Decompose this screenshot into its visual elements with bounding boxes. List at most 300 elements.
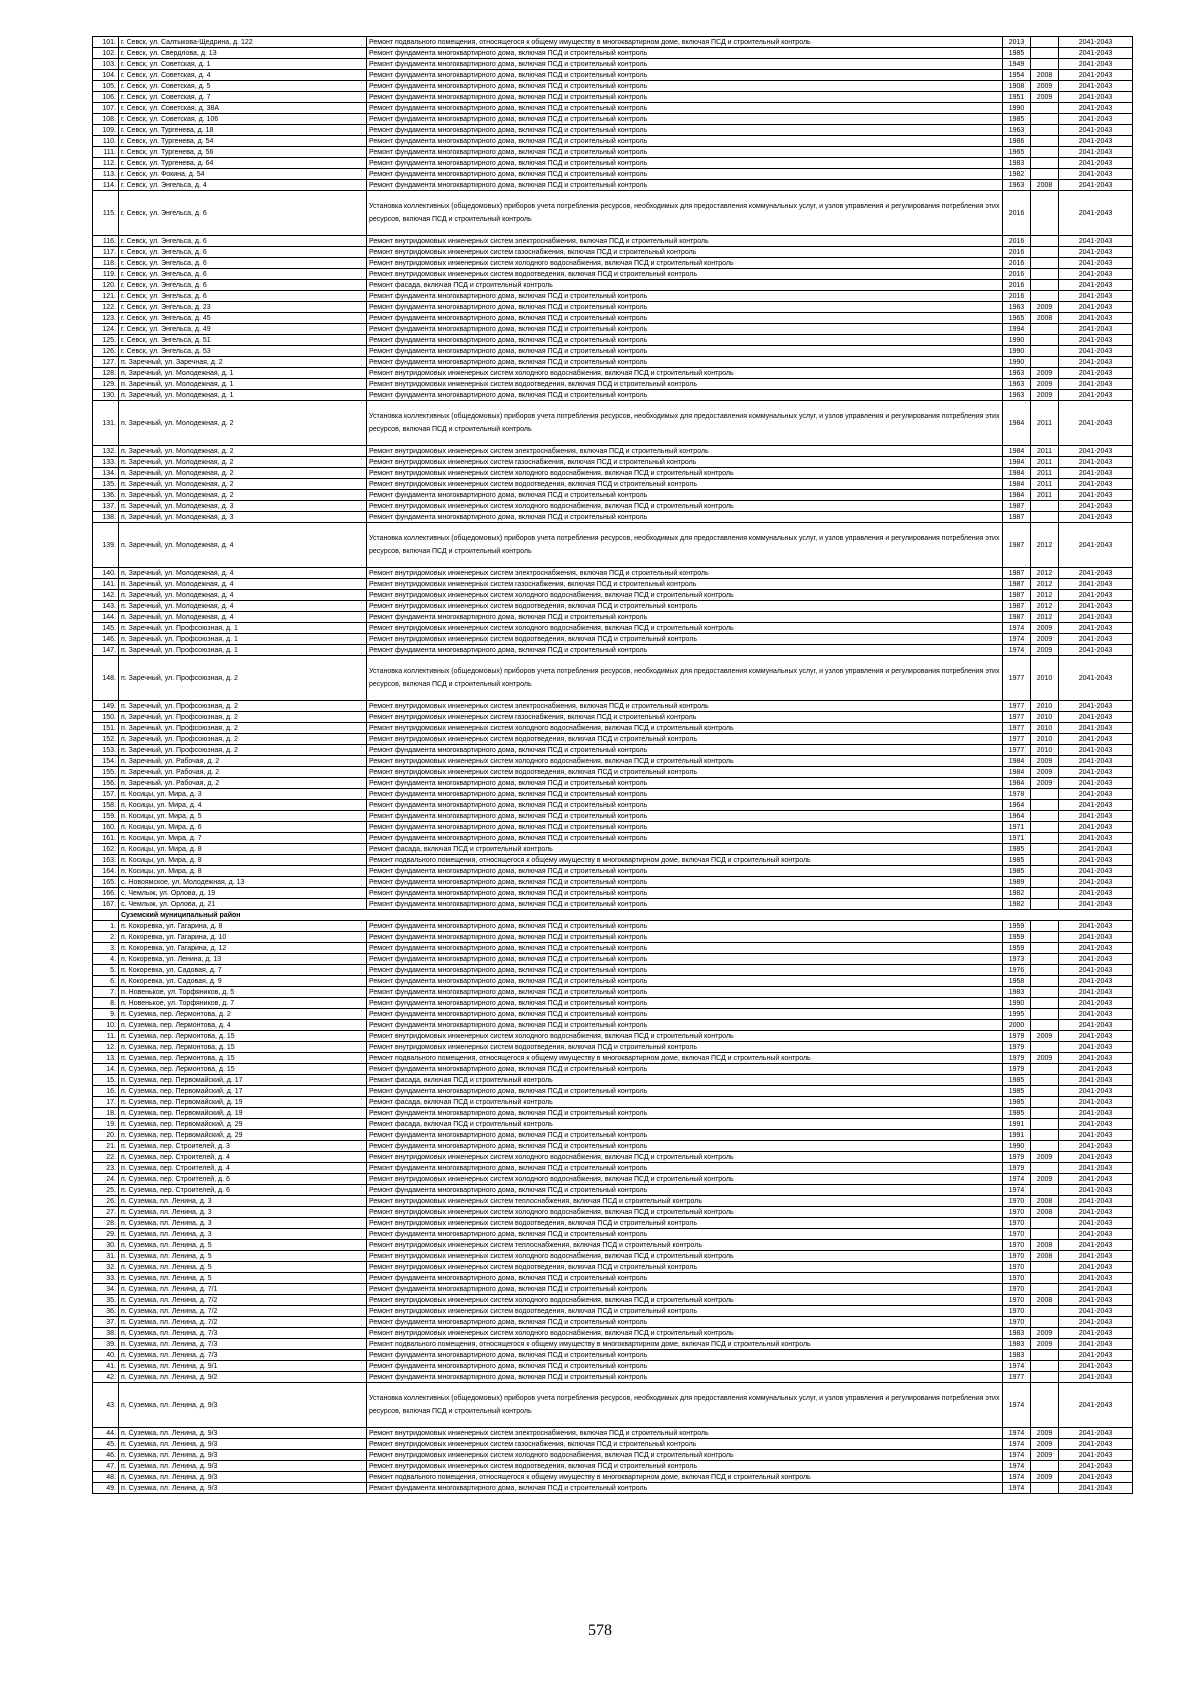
planned-period-cell: 2041-2043 <box>1059 712 1133 723</box>
work-type-cell: Ремонт внутридомовых инженерных систем холодного водоснабжения, включая ПСД и строительный контроль <box>367 1152 1003 1163</box>
last-repair-year-cell <box>1031 1042 1059 1053</box>
table-row <box>93 169 1133 180</box>
table-row <box>93 368 1133 379</box>
work-type-cell: Ремонт фундамента многоквартирного дома, включая ПСД и строительный контроль <box>367 1108 1003 1119</box>
build-year-cell: 2016 <box>1003 191 1031 236</box>
table-row <box>93 1130 1133 1141</box>
address-cell: п. Заречный, ул. Профсоюзная, д. 1 <box>119 645 367 656</box>
planned-period-cell: 2041-2043 <box>1059 1251 1133 1262</box>
row-number-cell: 109. <box>93 125 119 136</box>
table-row <box>93 1383 1133 1428</box>
last-repair-year-cell <box>1031 899 1059 910</box>
build-year-cell: 1994 <box>1003 324 1031 335</box>
work-type-cell: Ремонт фундамента многоквартирного дома, включая ПСД и строительный контроль <box>367 932 1003 943</box>
table-row <box>93 612 1133 623</box>
build-year-cell: 1974 <box>1003 1450 1031 1461</box>
last-repair-year-cell <box>1031 877 1059 888</box>
last-repair-year-cell <box>1031 501 1059 512</box>
row-number-cell: 15. <box>93 1075 119 1086</box>
last-repair-year-cell: 2010 <box>1031 723 1059 734</box>
section-title: Суземский муниципальный район <box>119 910 1133 921</box>
planned-period-cell: 2041-2043 <box>1059 789 1133 800</box>
address-cell: г. Севск, ул. Энгельса, д. 45 <box>119 313 367 324</box>
build-year-cell: 2016 <box>1003 280 1031 291</box>
work-type-cell: Ремонт внутридомовых инженерных систем водоотведения, включая ПСД и строительный контроль <box>367 1262 1003 1273</box>
row-number-cell: 4. <box>93 954 119 965</box>
row-number-cell: 35. <box>93 1295 119 1306</box>
row-number-cell: 9. <box>93 1009 119 1020</box>
planned-period-cell: 2041-2043 <box>1059 1483 1133 1494</box>
row-number-cell: 149. <box>93 701 119 712</box>
address-cell: г. Севск, ул. Энгельса, д. 51 <box>119 335 367 346</box>
planned-period-cell: 2041-2043 <box>1059 390 1133 401</box>
work-type-cell: Ремонт внутридомовых инженерных систем холодного водоснабжения, включая ПСД и строительный контроль <box>367 1174 1003 1185</box>
build-year-cell: 1983 <box>1003 1328 1031 1339</box>
address-cell: г. Севск, ул. Советская, д. 1 <box>119 59 367 70</box>
build-year-cell: 1983 <box>1003 1339 1031 1350</box>
build-year-cell: 1908 <box>1003 81 1031 92</box>
address-cell: п. Заречный, ул. Молодежная, д. 4 <box>119 523 367 568</box>
planned-period-cell: 2041-2043 <box>1059 645 1133 656</box>
row-number-cell: 48. <box>93 1472 119 1483</box>
build-year-cell: 1974 <box>1003 1383 1031 1428</box>
address-cell: п. Заречный, ул. Профсоюзная, д. 2 <box>119 701 367 712</box>
address-cell: п. Заречный, ул. Профсоюзная, д. 2 <box>119 745 367 756</box>
planned-period-cell: 2041-2043 <box>1059 191 1133 236</box>
address-cell: п. Заречный, ул. Профсоюзная, д. 2 <box>119 723 367 734</box>
build-year-cell: 1965 <box>1003 147 1031 158</box>
address-cell: г. Севск, ул. Энгельса, д. 49 <box>119 324 367 335</box>
planned-period-cell: 2041-2043 <box>1059 1229 1133 1240</box>
work-type-cell: Ремонт внутридомовых инженерных систем водоотведения, включая ПСД и строительный контроль <box>367 1042 1003 1053</box>
last-repair-year-cell: 2009 <box>1031 1152 1059 1163</box>
last-repair-year-cell <box>1031 833 1059 844</box>
row-number-cell: 126. <box>93 346 119 357</box>
address-cell: г. Севск, ул. Тургенева, д. 56 <box>119 147 367 158</box>
row-number-cell: 3. <box>93 943 119 954</box>
last-repair-year-cell: 2010 <box>1031 656 1059 701</box>
planned-period-cell: 2041-2043 <box>1059 247 1133 258</box>
table-row <box>93 932 1133 943</box>
build-year-cell: 1964 <box>1003 800 1031 811</box>
build-year-cell: 1985 <box>1003 1108 1031 1119</box>
address-cell: п. Суземка, пл. Ленина, д. 9/3 <box>119 1439 367 1450</box>
table-row <box>93 191 1133 236</box>
table-row <box>93 976 1133 987</box>
build-year-cell: 1984 <box>1003 490 1031 501</box>
table-row <box>93 756 1133 767</box>
planned-period-cell: 2041-2043 <box>1059 1075 1133 1086</box>
work-type-cell: Ремонт фундамента многоквартирного дома, включая ПСД и строительный контроль <box>367 346 1003 357</box>
address-cell: п. Суземка, пл. Ленина, д. 7/3 <box>119 1339 367 1350</box>
work-type-cell: Ремонт фундамента многоквартирного дома, включая ПСД и строительный контроль <box>367 954 1003 965</box>
work-type-cell: Ремонт внутридомовых инженерных систем водоотведения, включая ПСД и строительный контроль <box>367 1461 1003 1472</box>
table-row <box>93 1317 1133 1328</box>
row-number-cell: 151. <box>93 723 119 734</box>
build-year-cell: 1985 <box>1003 855 1031 866</box>
table-row <box>93 479 1133 490</box>
work-type-cell: Ремонт фундамента многоквартирного дома, включая ПСД и строительный контроль <box>367 1020 1003 1031</box>
planned-period-cell: 2041-2043 <box>1059 998 1133 1009</box>
work-type-cell: Ремонт фундамента многоквартирного дома, включая ПСД и строительный контроль <box>367 833 1003 844</box>
address-cell: п. Суземка, пл. Ленина, д. 9/3 <box>119 1461 367 1472</box>
table-row <box>93 844 1133 855</box>
planned-period-cell: 2041-2043 <box>1059 48 1133 59</box>
table-row <box>93 180 1133 191</box>
row-number-cell: 155. <box>93 767 119 778</box>
table-row <box>93 1240 1133 1251</box>
planned-period-cell: 2041-2043 <box>1059 1185 1133 1196</box>
address-cell: п. Кокоревка, ул. Гагарина, д. 12 <box>119 943 367 954</box>
row-number-cell: 2. <box>93 932 119 943</box>
address-cell: п. Суземка, пл. Ленина, д. 7/2 <box>119 1295 367 1306</box>
work-type-cell: Ремонт фундамента многоквартирного дома, включая ПСД и строительный контроль <box>367 965 1003 976</box>
planned-period-cell: 2041-2043 <box>1059 1361 1133 1372</box>
address-cell: п. Новенькое, ул. Торфяников, д. 7 <box>119 998 367 1009</box>
work-type-cell: Ремонт фундамента многоквартирного дома, включая ПСД и строительный контроль <box>367 921 1003 932</box>
table-row <box>93 136 1133 147</box>
row-number-cell: 165. <box>93 877 119 888</box>
table-row <box>93 114 1133 125</box>
build-year-cell: 1984 <box>1003 767 1031 778</box>
row-number-cell: 136. <box>93 490 119 501</box>
row-number-cell: 156. <box>93 778 119 789</box>
last-repair-year-cell: 2010 <box>1031 745 1059 756</box>
build-year-cell: 1971 <box>1003 822 1031 833</box>
address-cell: п. Суземка, пл. Ленина, д. 9/3 <box>119 1428 367 1439</box>
last-repair-year-cell: 2009 <box>1031 1339 1059 1350</box>
planned-period-cell: 2041-2043 <box>1059 833 1133 844</box>
build-year-cell: 1984 <box>1003 446 1031 457</box>
work-type-cell: Ремонт фундамента многоквартирного дома, включая ПСД и строительный контроль <box>367 313 1003 324</box>
last-repair-year-cell: 2009 <box>1031 1174 1059 1185</box>
build-year-cell: 1979 <box>1003 1053 1031 1064</box>
build-year-cell: 1985 <box>1003 1075 1031 1086</box>
table-row <box>93 1251 1133 1262</box>
planned-period-cell: 2041-2043 <box>1059 756 1133 767</box>
planned-period-cell: 2041-2043 <box>1059 1350 1133 1361</box>
planned-period-cell: 2041-2043 <box>1059 512 1133 523</box>
work-type-cell: Ремонт фундамента многоквартирного дома, включая ПСД и строительный контроль <box>367 1086 1003 1097</box>
build-year-cell: 1979 <box>1003 1031 1031 1042</box>
table-row <box>93 899 1133 910</box>
build-year-cell: 2013 <box>1003 37 1031 48</box>
planned-period-cell: 2041-2043 <box>1059 479 1133 490</box>
planned-period-cell: 2041-2043 <box>1059 778 1133 789</box>
work-type-cell: Ремонт внутридомовых инженерных систем холодного водоснабжения, включая ПСД и строительный контроль <box>367 258 1003 269</box>
table-row <box>93 888 1133 899</box>
address-cell: п. Кокоревка, ул. Гагарина, д. 8 <box>119 921 367 932</box>
table-body <box>93 37 1133 1494</box>
row-number-cell: 115. <box>93 191 119 236</box>
table-row <box>93 943 1133 954</box>
last-repair-year-cell <box>1031 324 1059 335</box>
table-row <box>93 1262 1133 1273</box>
table-row <box>93 645 1133 656</box>
row-number-cell: 138. <box>93 512 119 523</box>
build-year-cell: 1989 <box>1003 877 1031 888</box>
row-number-cell: 127. <box>93 357 119 368</box>
build-year-cell: 1991 <box>1003 1119 1031 1130</box>
build-year-cell: 1990 <box>1003 103 1031 114</box>
row-number-cell: 123. <box>93 313 119 324</box>
last-repair-year-cell <box>1031 800 1059 811</box>
build-year-cell: 1983 <box>1003 1350 1031 1361</box>
last-repair-year-cell <box>1031 1086 1059 1097</box>
last-repair-year-cell: 2009 <box>1031 1439 1059 1450</box>
planned-period-cell: 2041-2043 <box>1059 899 1133 910</box>
address-cell: п. Кокоревка, ул. Садовая, д. 7 <box>119 965 367 976</box>
planned-period-cell: 2041-2043 <box>1059 136 1133 147</box>
last-repair-year-cell <box>1031 965 1059 976</box>
build-year-cell: 1970 <box>1003 1306 1031 1317</box>
build-year-cell: 1987 <box>1003 523 1031 568</box>
table-row <box>93 778 1133 789</box>
table-row <box>93 712 1133 723</box>
last-repair-year-cell: 2010 <box>1031 701 1059 712</box>
table-row <box>93 1075 1133 1086</box>
row-number-cell: 125. <box>93 335 119 346</box>
table-row <box>93 401 1133 446</box>
build-year-cell: 1959 <box>1003 943 1031 954</box>
build-year-cell: 1995 <box>1003 1009 1031 1020</box>
build-year-cell: 1987 <box>1003 601 1031 612</box>
row-number-cell: 18. <box>93 1108 119 1119</box>
last-repair-year-cell: 2009 <box>1031 368 1059 379</box>
work-type-cell: Ремонт фундамента многоквартирного дома, включая ПСД и строительный контроль <box>367 811 1003 822</box>
address-cell: п. Суземка, пер. Лермонтова, д. 15 <box>119 1053 367 1064</box>
build-year-cell: 1970 <box>1003 1262 1031 1273</box>
work-type-cell: Ремонт фасада, включая ПСД и строительный контроль <box>367 1075 1003 1086</box>
work-type-cell: Ремонт внутридомовых инженерных систем водоотведения, включая ПСД и строительный контроль <box>367 479 1003 490</box>
address-cell: п. Заречный, ул. Молодежная, д. 4 <box>119 568 367 579</box>
address-cell: п. Суземка, пл. Ленина, д. 7/2 <box>119 1317 367 1328</box>
table-row <box>93 59 1133 70</box>
last-repair-year-cell <box>1031 114 1059 125</box>
last-repair-year-cell <box>1031 1361 1059 1372</box>
planned-period-cell: 2041-2043 <box>1059 468 1133 479</box>
table-row <box>93 1428 1133 1439</box>
last-repair-year-cell <box>1031 125 1059 136</box>
address-cell: п. Суземка, пл. Ленина, д. 5 <box>119 1251 367 1262</box>
build-year-cell: 1970 <box>1003 1218 1031 1229</box>
work-type-cell: Ремонт внутридомовых инженерных систем холодного водоснабжения, включая ПСД и строительный контроль <box>367 368 1003 379</box>
row-number-cell: 147. <box>93 645 119 656</box>
planned-period-cell: 2041-2043 <box>1059 921 1133 932</box>
planned-period-cell: 2041-2043 <box>1059 81 1133 92</box>
build-year-cell: 1984 <box>1003 778 1031 789</box>
address-cell: п. Заречный, ул. Молодежная, д. 2 <box>119 490 367 501</box>
row-number-cell: 134. <box>93 468 119 479</box>
planned-period-cell: 2041-2043 <box>1059 1031 1133 1042</box>
row-number-cell: 104. <box>93 70 119 81</box>
table-row <box>93 1020 1133 1031</box>
last-repair-year-cell <box>1031 943 1059 954</box>
address-cell: п. Заречный, ул. Профсоюзная, д. 1 <box>119 623 367 634</box>
address-cell: п. Заречный, ул. Молодежная, д. 2 <box>119 446 367 457</box>
row-number-cell: 153. <box>93 745 119 756</box>
work-type-cell: Установка коллективных (общедомовых) приборов учета потребления ресурсов, необходимых для предоставления коммунальных услуг, и узлов управления и регулирования потребления этих ресурсов, включая ПСД и строительный контроль <box>367 523 1003 568</box>
build-year-cell: 1970 <box>1003 1273 1031 1284</box>
address-cell: п. Суземка, пл. Ленина, д. 9/1 <box>119 1361 367 1372</box>
planned-period-cell: 2041-2043 <box>1059 1218 1133 1229</box>
table-row <box>93 656 1133 701</box>
last-repair-year-cell <box>1031 1185 1059 1196</box>
last-repair-year-cell <box>1031 1372 1059 1383</box>
last-repair-year-cell: 2008 <box>1031 1251 1059 1262</box>
row-number-cell: 107. <box>93 103 119 114</box>
last-repair-year-cell: 2009 <box>1031 92 1059 103</box>
address-cell: п. Заречный, ул. Молодежная, д. 4 <box>119 579 367 590</box>
planned-period-cell: 2041-2043 <box>1059 368 1133 379</box>
work-type-cell: Ремонт фундамента многоквартирного дома, включая ПСД и строительный контроль <box>367 390 1003 401</box>
build-year-cell: 1974 <box>1003 623 1031 634</box>
row-number-cell: 154. <box>93 756 119 767</box>
row-number-cell: 132. <box>93 446 119 457</box>
planned-period-cell: 2041-2043 <box>1059 1020 1133 1031</box>
planned-period-cell: 2041-2043 <box>1059 976 1133 987</box>
planned-period-cell: 2041-2043 <box>1059 324 1133 335</box>
last-repair-year-cell: 2008 <box>1031 180 1059 191</box>
row-number-cell: 41. <box>93 1361 119 1372</box>
table-row <box>93 745 1133 756</box>
planned-period-cell: 2041-2043 <box>1059 1461 1133 1472</box>
work-type-cell: Ремонт фундамента многоквартирного дома, включая ПСД и строительный контроль <box>367 866 1003 877</box>
row-number-cell: 40. <box>93 1350 119 1361</box>
planned-period-cell: 2041-2043 <box>1059 634 1133 645</box>
address-cell: п. Суземка, пл. Ленина, д. 7/1 <box>119 1284 367 1295</box>
work-type-cell: Ремонт внутридомовых инженерных систем электроснабжения, включая ПСД и строительный контроль <box>367 1428 1003 1439</box>
table-row <box>93 37 1133 48</box>
planned-period-cell: 2041-2043 <box>1059 357 1133 368</box>
work-type-cell: Ремонт внутридомовых инженерных систем водоотведения, включая ПСД и строительный контроль <box>367 379 1003 390</box>
planned-period-cell: 2041-2043 <box>1059 125 1133 136</box>
work-type-cell: Ремонт фундамента многоквартирного дома, включая ПСД и строительный контроль <box>367 490 1003 501</box>
address-cell: г. Севск, ул. Тургенева, д. 54 <box>119 136 367 147</box>
build-year-cell: 1963 <box>1003 379 1031 390</box>
row-number-cell: 101. <box>93 37 119 48</box>
last-repair-year-cell <box>1031 1262 1059 1273</box>
work-type-cell: Ремонт фундамента многоквартирного дома, включая ПСД и строительный контроль <box>367 357 1003 368</box>
build-year-cell: 1963 <box>1003 125 1031 136</box>
address-cell: п. Суземка, пл. Ленина, д. 3 <box>119 1207 367 1218</box>
build-year-cell: 1987 <box>1003 501 1031 512</box>
work-type-cell: Ремонт фундамента многоквартирного дома, включая ПСД и строительный контроль <box>367 1185 1003 1196</box>
build-year-cell: 1985 <box>1003 866 1031 877</box>
address-cell: г. Севск, ул. Салтыкова-Щедрина, д. 122 <box>119 37 367 48</box>
address-cell: г. Севск, ул. Энгельса, д. 6 <box>119 269 367 280</box>
work-type-cell: Ремонт внутридомовых инженерных систем электроснабжения, включая ПСД и строительный контроль <box>367 446 1003 457</box>
row-number-cell: 39. <box>93 1339 119 1350</box>
planned-period-cell: 2041-2043 <box>1059 1108 1133 1119</box>
work-type-cell: Установка коллективных (общедомовых) приборов учета потребления ресурсов, необходимых для предоставления коммунальных услуг, и узлов управления и регулирования потребления этих ресурсов, включая ПСД и строительный контроль <box>367 191 1003 236</box>
planned-period-cell: 2041-2043 <box>1059 523 1133 568</box>
program-table <box>92 36 1133 1494</box>
table-row <box>93 1361 1133 1372</box>
table-row <box>93 1229 1133 1240</box>
build-year-cell: 1977 <box>1003 745 1031 756</box>
last-repair-year-cell <box>1031 998 1059 1009</box>
address-cell: п. Заречный, ул. Профсоюзная, д. 2 <box>119 712 367 723</box>
work-type-cell: Ремонт внутридомовых инженерных систем холодного водоснабжения, включая ПСД и строительный контроль <box>367 1295 1003 1306</box>
build-year-cell: 1974 <box>1003 634 1031 645</box>
work-type-cell: Ремонт фундамента многоквартирного дома, включая ПСД и строительный контроль <box>367 1163 1003 1174</box>
build-year-cell: 1977 <box>1003 723 1031 734</box>
last-repair-year-cell: 2009 <box>1031 1450 1059 1461</box>
build-year-cell: 1987 <box>1003 590 1031 601</box>
work-type-cell: Ремонт фундамента многоквартирного дома, включая ПСД и строительный контроль <box>367 1317 1003 1328</box>
table-row <box>93 523 1133 568</box>
address-cell: г. Севск, ул. Советская, д. 7 <box>119 92 367 103</box>
table-row <box>93 346 1133 357</box>
build-year-cell: 1963 <box>1003 302 1031 313</box>
last-repair-year-cell <box>1031 921 1059 932</box>
row-number-cell: 102. <box>93 48 119 59</box>
work-type-cell: Ремонт внутридомовых инженерных систем газоснабжения, включая ПСД и строительный контроль <box>367 1439 1003 1450</box>
row-number-cell: 29. <box>93 1229 119 1240</box>
planned-period-cell: 2041-2043 <box>1059 1295 1133 1306</box>
address-cell: п. Косицы, ул. Мира, д. 8 <box>119 844 367 855</box>
work-type-cell: Установка коллективных (общедомовых) приборов учета потребления ресурсов, необходимых для предоставления коммунальных услуг, и узлов управления и регулирования потребления этих ресурсов, включая ПСД и строительный контроль <box>367 656 1003 701</box>
address-cell: п. Суземка, пер. Лермонтова, д. 15 <box>119 1064 367 1075</box>
work-type-cell: Ремонт внутридомовых инженерных систем теплоснабжения, включая ПСД и строительный контроль <box>367 1240 1003 1251</box>
table-row <box>93 457 1133 468</box>
work-type-cell: Ремонт фундамента многоквартирного дома, включая ПСД и строительный контроль <box>367 612 1003 623</box>
build-year-cell: 1974 <box>1003 645 1031 656</box>
address-cell: п. Суземка, пер. Первомайский, д. 19 <box>119 1097 367 1108</box>
work-type-cell: Ремонт фундамента многоквартирного дома, включая ПСД и строительный контроль <box>367 147 1003 158</box>
table-row <box>93 877 1133 888</box>
row-number-cell: 159. <box>93 811 119 822</box>
last-repair-year-cell <box>1031 844 1059 855</box>
table-row <box>93 48 1133 59</box>
address-cell: п. Косицы, ул. Мира, д. 8 <box>119 866 367 877</box>
last-repair-year-cell <box>1031 191 1059 236</box>
planned-period-cell: 2041-2043 <box>1059 313 1133 324</box>
build-year-cell: 2000 <box>1003 1020 1031 1031</box>
address-cell: п. Заречный, ул. Профсоюзная, д. 1 <box>119 634 367 645</box>
table-row <box>93 590 1133 601</box>
row-number-cell: 45. <box>93 1439 119 1450</box>
work-type-cell: Ремонт фундамента многоквартирного дома, включая ПСД и строительный контроль <box>367 888 1003 899</box>
build-year-cell: 1979 <box>1003 1042 1031 1053</box>
work-type-cell: Ремонт внутридомовых инженерных систем водоотведения, включая ПСД и строительный контроль <box>367 1306 1003 1317</box>
table-row <box>93 1009 1133 1020</box>
last-repair-year-cell: 2009 <box>1031 634 1059 645</box>
planned-period-cell: 2041-2043 <box>1059 501 1133 512</box>
address-cell: п. Суземка, пл. Ленина, д. 7/3 <box>119 1328 367 1339</box>
address-cell: г. Севск, ул. Советская, д. 106 <box>119 114 367 125</box>
build-year-cell: 1959 <box>1003 921 1031 932</box>
table-row <box>93 1185 1133 1196</box>
work-type-cell: Ремонт фундамента многоквартирного дома, включая ПСД и строительный контроль <box>367 899 1003 910</box>
build-year-cell: 1974 <box>1003 1461 1031 1472</box>
address-cell: п. Косицы, ул. Мира, д. 3 <box>119 789 367 800</box>
table-row <box>93 390 1133 401</box>
address-cell: п. Заречный, ул. Молодежная, д. 3 <box>119 512 367 523</box>
address-cell: г. Севск, ул. Свердлова, д. 13 <box>119 48 367 59</box>
work-type-cell: Ремонт внутридомовых инженерных систем холодного водоснабжения, включая ПСД и строительный контроль <box>367 468 1003 479</box>
address-cell: п. Суземка, пл. Ленина, д. 9/2 <box>119 1372 367 1383</box>
planned-period-cell: 2041-2043 <box>1059 114 1133 125</box>
work-type-cell: Ремонт фундамента многоквартирного дома, включая ПСД и строительный контроль <box>367 335 1003 346</box>
last-repair-year-cell: 2009 <box>1031 1472 1059 1483</box>
build-year-cell: 1987 <box>1003 568 1031 579</box>
work-type-cell: Ремонт фасада, включая ПСД и строительный контроль <box>367 1119 1003 1130</box>
address-cell: г. Севск, ул. Энгельса, д. 6 <box>119 280 367 291</box>
table-row <box>93 512 1133 523</box>
planned-period-cell: 2041-2043 <box>1059 236 1133 247</box>
